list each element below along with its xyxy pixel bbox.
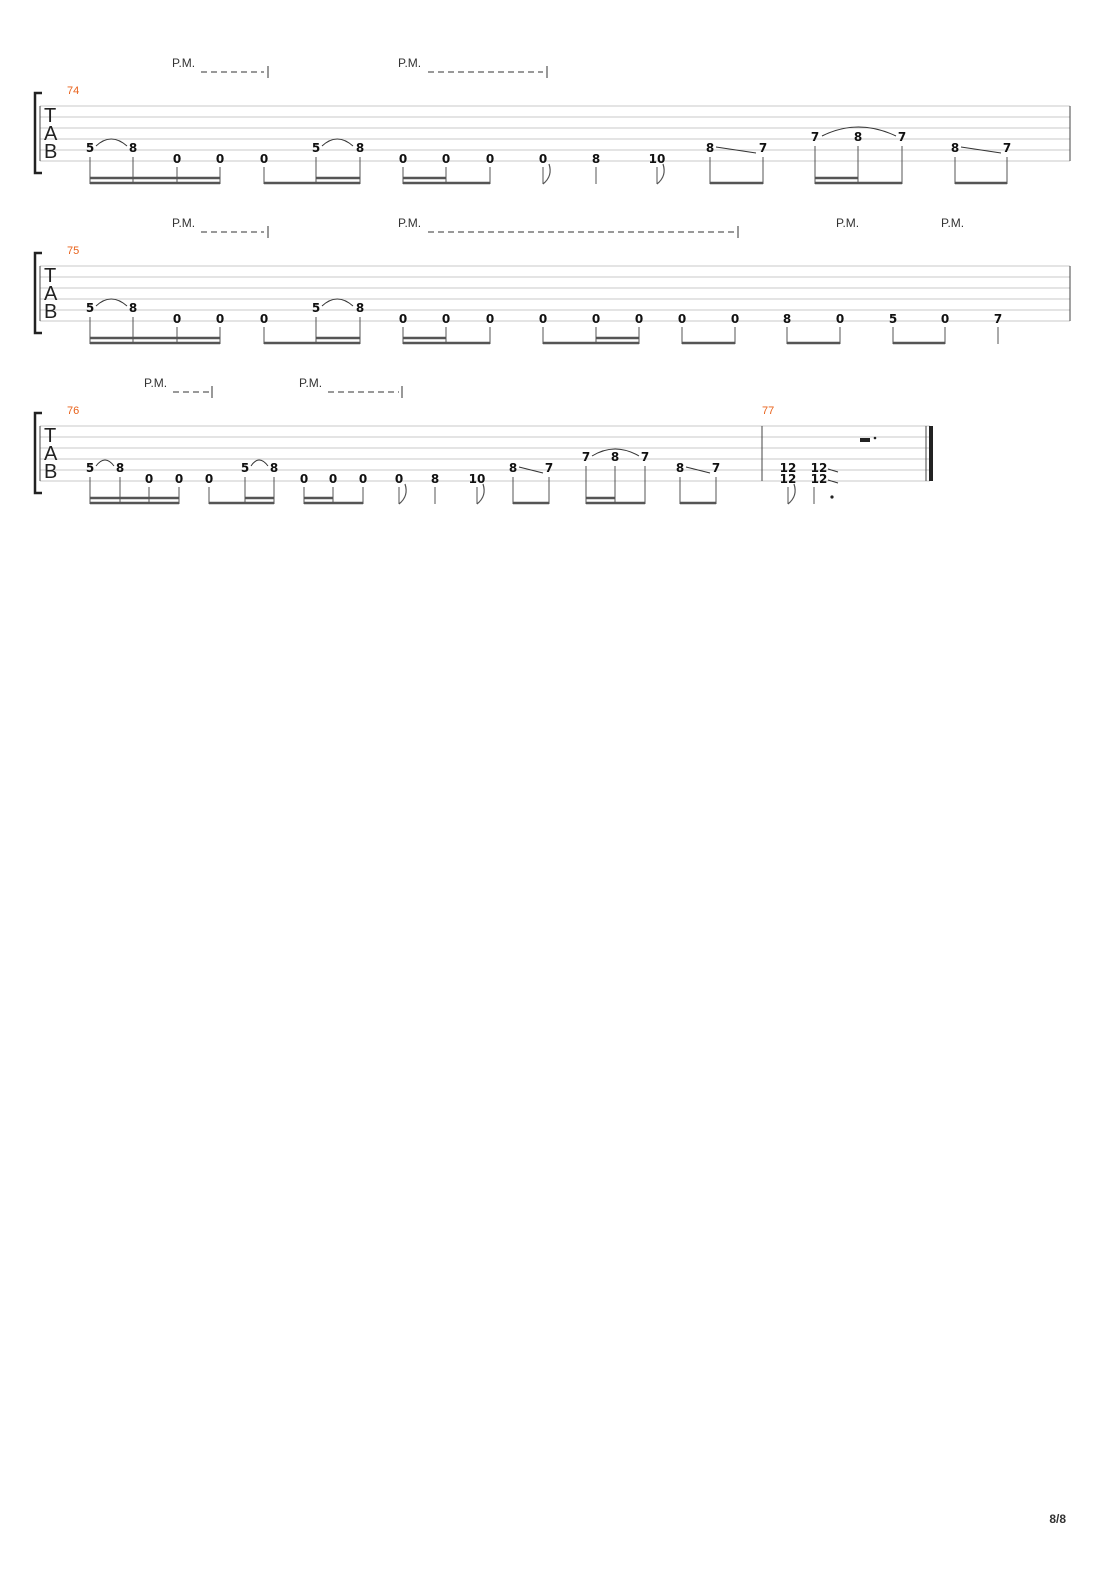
hammer-on-slur	[96, 460, 114, 466]
hammer-on-slur	[251, 460, 268, 466]
fret-number: 7	[758, 141, 768, 155]
note-beams	[90, 338, 945, 343]
fret-number: 8	[355, 301, 365, 315]
palm-mute-label: P.M.	[172, 56, 196, 70]
fret-number: 0	[358, 472, 368, 486]
fret-number: 8	[508, 461, 518, 475]
palm-mute-label: P.M.	[398, 56, 422, 70]
fret-number: 12	[810, 472, 828, 486]
hammer-on-slur	[96, 299, 127, 306]
fret-number: 0	[538, 152, 548, 166]
fret-number: 12	[810, 461, 828, 475]
measure-number: 77	[762, 405, 775, 417]
tab-system	[35, 56, 1070, 184]
palm-mute-label: P.M.	[836, 216, 860, 230]
fret-number: 8	[591, 152, 601, 166]
fret-number: 0	[677, 312, 687, 326]
fret-number: 7	[810, 130, 820, 144]
fret-number: 10	[648, 152, 666, 166]
hammer-on-slur	[322, 139, 353, 146]
tab-staff	[40, 266, 1070, 321]
note-flags	[543, 164, 664, 184]
tab-system	[35, 216, 1070, 344]
final-barline-thick	[929, 426, 933, 481]
fret-number: 0	[394, 472, 404, 486]
fret-number: 0	[328, 472, 338, 486]
palm-mute-label: P.M.	[941, 216, 965, 230]
fret-number: 8	[950, 141, 960, 155]
fret-number: 0	[204, 472, 214, 486]
fret-number: 0	[835, 312, 845, 326]
fret-number: 0	[259, 152, 269, 166]
palm-mute-label: P.M.	[144, 376, 168, 390]
fret-number: 5	[311, 141, 321, 155]
tab-clef-t: T	[44, 425, 57, 447]
note-flags	[399, 484, 795, 504]
tab-clef-b: B	[44, 461, 58, 483]
fret-number: 7	[640, 450, 650, 464]
fret-number: 8	[128, 301, 138, 315]
fret-number: 12	[779, 472, 797, 486]
fret-number: 0	[441, 152, 451, 166]
fret-number: 5	[888, 312, 898, 326]
fret-number: 0	[259, 312, 269, 326]
palm-mute-label: P.M.	[172, 216, 196, 230]
fret-number: 0	[215, 152, 225, 166]
fret-number: 0	[172, 152, 182, 166]
fret-number: 7	[711, 461, 721, 475]
fret-number: 8	[430, 472, 440, 486]
hammer-on-slur	[322, 299, 353, 306]
dotted-note-dot	[830, 495, 833, 498]
fret-number: 0	[441, 312, 451, 326]
fret-number: 7	[544, 461, 554, 475]
fret-number: 8	[269, 461, 279, 475]
fret-number: 12	[779, 461, 797, 475]
fret-number: 0	[174, 472, 184, 486]
palm-mute-label: P.M.	[299, 376, 323, 390]
tab-clef-t: T	[44, 105, 57, 127]
tab-clef-a: A	[44, 283, 58, 305]
fret-number: 0	[299, 472, 309, 486]
fret-number: 8	[782, 312, 792, 326]
measure-number: 76	[67, 405, 80, 417]
fret-number: 5	[85, 141, 95, 155]
fret-number: 8	[675, 461, 685, 475]
fret-number: 8	[128, 141, 138, 155]
fret-number: 7	[581, 450, 591, 464]
fret-number: 0	[398, 152, 408, 166]
fret-number: 0	[215, 312, 225, 326]
fret-number: 0	[940, 312, 950, 326]
tab-clef-b: B	[44, 141, 58, 163]
fret-number: 8	[705, 141, 715, 155]
page-number: 8/8	[1049, 1512, 1066, 1526]
fret-number: 5	[311, 301, 321, 315]
fret-number: 8	[355, 141, 365, 155]
fret-number: 0	[485, 152, 495, 166]
tab-clef-a: A	[44, 443, 58, 465]
tab-clef-b: B	[44, 301, 58, 323]
fret-number: 10	[468, 472, 486, 486]
measure-number: 75	[67, 245, 80, 257]
fret-number: 0	[144, 472, 154, 486]
tab-clef-t: T	[44, 265, 57, 287]
fret-number: 0	[172, 312, 182, 326]
palm-mute-label: P.M.	[398, 216, 422, 230]
fret-number: 7	[1002, 141, 1012, 155]
fret-number: 8	[610, 450, 620, 464]
fret-number: 5	[240, 461, 250, 475]
fret-number: 0	[485, 312, 495, 326]
hammer-on-slur	[96, 139, 127, 146]
fret-number: 0	[730, 312, 740, 326]
fret-number: 5	[85, 461, 95, 475]
fret-number: 0	[398, 312, 408, 326]
half-rest	[860, 438, 870, 442]
fret-number: 5	[85, 301, 95, 315]
measure-number: 74	[67, 85, 80, 97]
fret-number: 8	[115, 461, 125, 475]
tab-system	[35, 376, 933, 504]
fret-number: 0	[538, 312, 548, 326]
rest-dot	[874, 437, 877, 440]
fret-number: 8	[853, 130, 863, 144]
fret-number: 7	[993, 312, 1003, 326]
fret-number: 7	[897, 130, 907, 144]
tab-staff	[40, 106, 1070, 161]
fret-number: 0	[591, 312, 601, 326]
tab-clef-a: A	[44, 123, 58, 145]
fret-number: 0	[634, 312, 644, 326]
